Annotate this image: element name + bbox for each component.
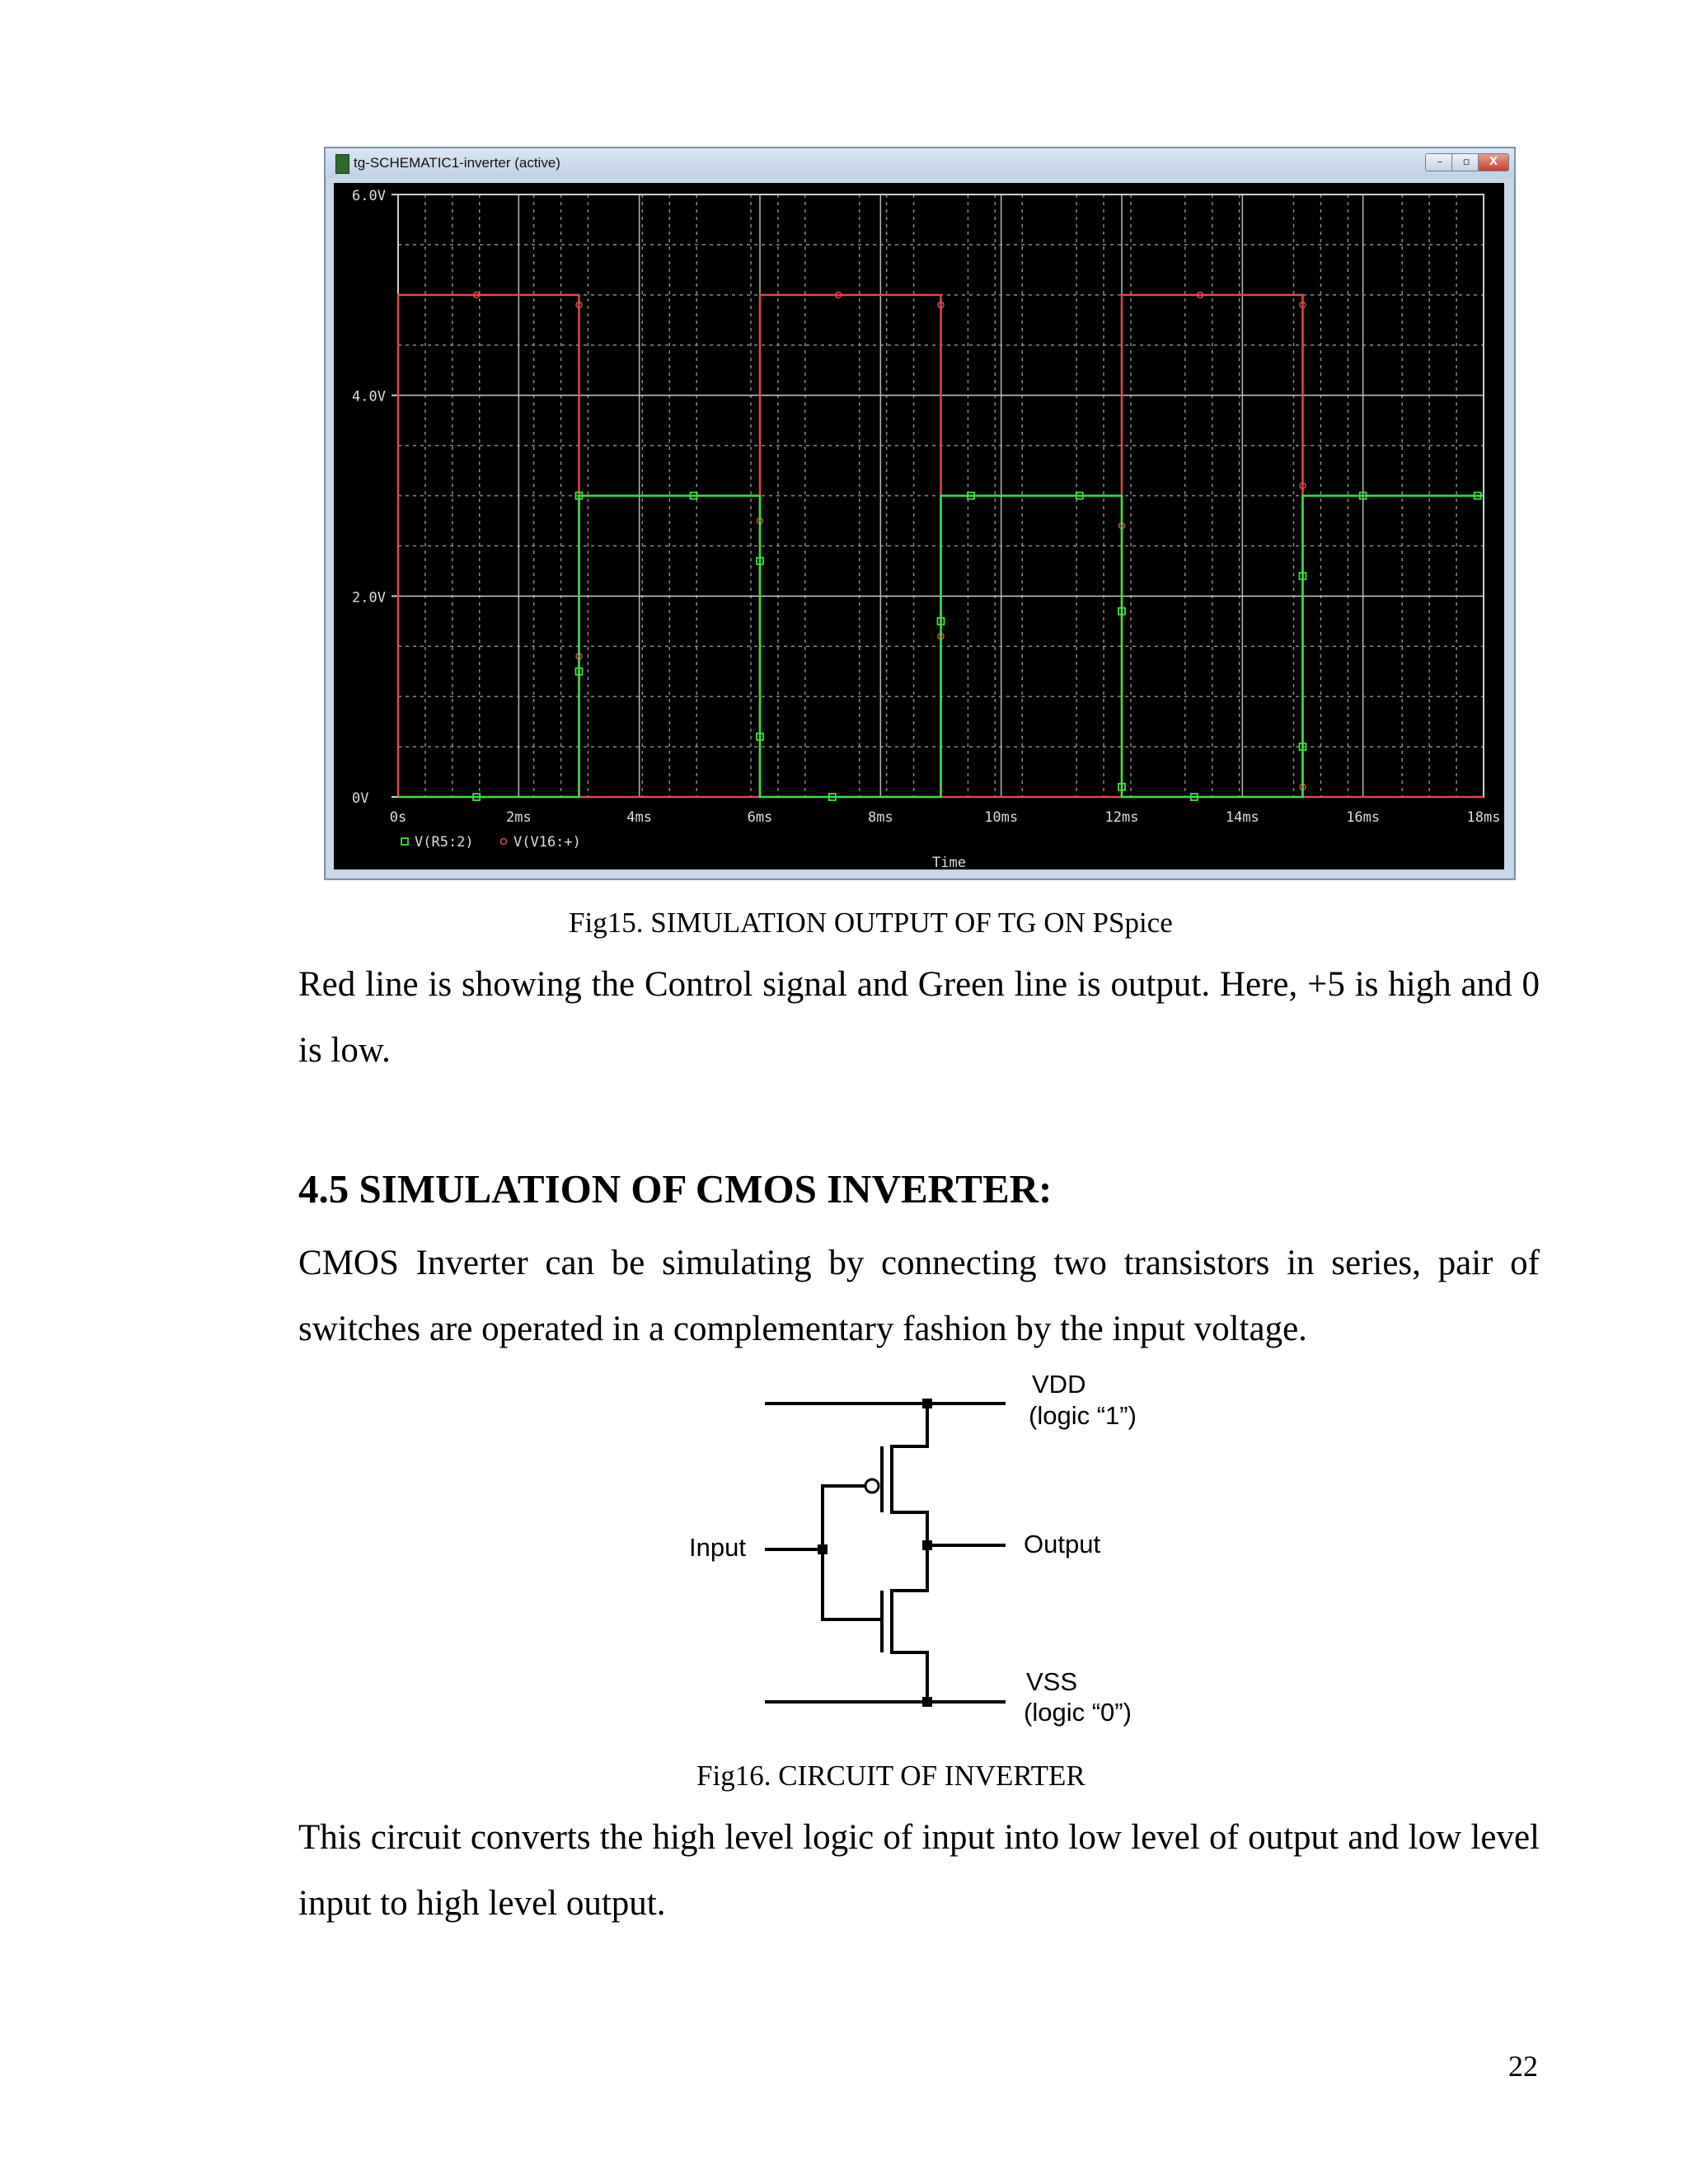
paragraph-2: CMOS Inverter can be simulating by connecting two transistors in series, pair of switches are operated in a complementary fashion by the input voltage. [298,1244,1540,1348]
waveform-chart [334,183,1504,869]
vdd-label: VDD [1032,1370,1086,1399]
window-titlebar [326,148,1514,178]
x-tick-label: 4ms [626,809,653,826]
section-heading: 4.5 SIMULATION OF CMOS INVERTER: [298,1166,1053,1212]
legend-marker [501,839,507,845]
paragraph-3: This circuit converts the high level logic of input into low level of output and low level input to high level output. [298,1818,1540,1923]
pspice-app-icon [335,154,349,174]
x-tick-label: 18ms [1466,809,1501,826]
vss-label: VSS [1026,1667,1078,1696]
pspice-window [324,147,1516,880]
vss-logic-label: (logic “0”) [1024,1698,1132,1727]
fig15-caption: Fig15. SIMULATION OUTPUT OF TG ON PSpice [569,907,1173,939]
y-tick-label: 4.0V [352,388,386,405]
fig16-caption: Fig16. CIRCUIT OF INVERTER [696,1760,1085,1792]
close-button[interactable]: X [1478,153,1509,171]
output-label: Output [1024,1530,1101,1558]
legend-label: V(V16:+) [513,834,581,851]
y-tick-label: 2.0V [352,589,386,607]
x-tick-label: 6ms [747,809,773,826]
y-tick-label: 6.0V [352,188,386,204]
x-axis-label: Time [932,855,966,869]
page-number: 22 [1508,2050,1538,2083]
waveform-plot [334,183,1504,869]
paragraph-1: Red line is showing the Control signal and Green line is output. Here, +5 is high and 0 is low. [298,965,1540,1070]
x-tick-label: 8ms [867,809,893,826]
legend-marker [401,838,408,845]
minimize-button[interactable]: – [1425,153,1455,171]
x-tick-label: 14ms [1225,809,1259,826]
x-tick-label: 16ms [1346,809,1381,826]
restore-button[interactable]: ▫ [1451,153,1481,171]
x-tick-label: 2ms [505,809,532,826]
x-tick-label: 10ms [984,809,1019,826]
legend-label: V(R5:2) [415,834,474,851]
window-title: tg-SCHEMATIC1-inverter (active) [354,155,560,171]
cmos-inverter-circuit [676,1368,1170,1739]
input-label: Input [689,1533,746,1562]
vdd-logic-label: (logic “1”) [1029,1401,1137,1430]
x-tick-label: 0s [389,809,407,826]
y-tick-label: 0V [352,790,369,807]
x-tick-label: 12ms [1104,809,1139,826]
